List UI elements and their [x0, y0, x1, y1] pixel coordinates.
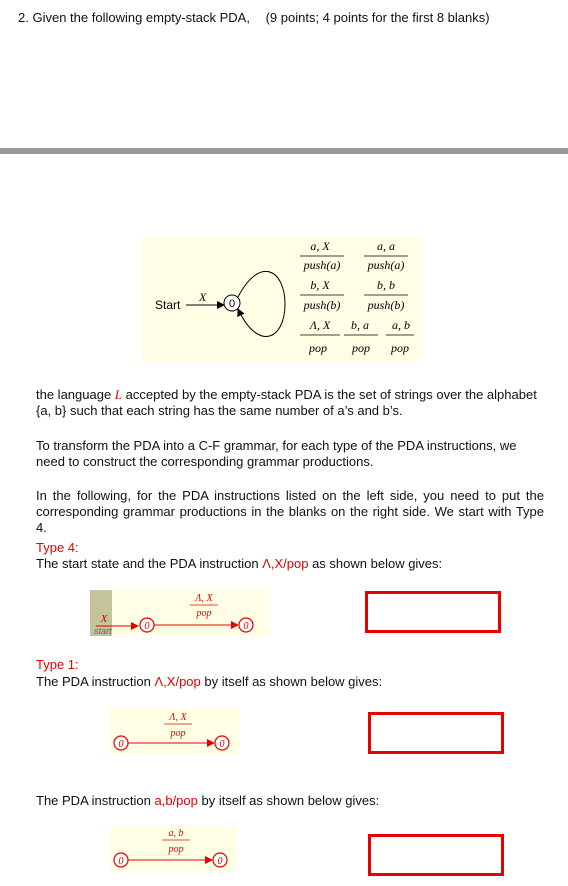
instr-1-input: a, X [310, 239, 330, 253]
type4-heading: Type 4: [36, 540, 79, 555]
instr-2-input: a, a [377, 239, 395, 253]
type4-text: The start state and the PDA instruction Λ,X/pop as shown below gives: [36, 556, 443, 571]
type1b-edge-action: pop [168, 844, 184, 855]
instr-6-action: pop [352, 341, 370, 355]
type1b-text: The PDA instruction a,b/pop by itself as shown below gives: [36, 793, 380, 808]
question-points: (9 points; 4 points for the first 8 blanks) [265, 10, 490, 25]
language-paragraph: the language L accepted by the empty-stack PDA is the set of strings over the alphabet {a, b} such that each string has the same number of a’s and b’s. [36, 387, 537, 418]
type4-edge-input: Λ, X [195, 593, 213, 604]
instr-6-input: b, a [351, 318, 369, 332]
type1-instr: Λ,X/pop [154, 674, 201, 689]
start-arrow-label: X [199, 290, 207, 304]
type1b-state-a-label: 0 [118, 856, 124, 867]
instr-2-action: push(a) [367, 258, 405, 272]
instructions-paragraph: In the following, for the PDA instructions listed on the left side, you need to put the corresponding grammar productions in the blanks on the right side. We start with Type 4. [36, 488, 544, 535]
type4-state-b-label: 0 [243, 621, 249, 632]
type1b-instr: a,b/pop [154, 793, 198, 808]
type4-start-word: start [94, 626, 112, 636]
type1-edge-action: pop [170, 728, 186, 739]
instr-5-action: pop [309, 341, 327, 355]
instr-4-action: push(b) [367, 298, 405, 312]
type4-answer-blank[interactable] [365, 591, 501, 633]
type4-instr: Λ,X/pop [262, 556, 309, 571]
start-label: Start [155, 298, 181, 312]
type4-start-label: X [100, 613, 108, 625]
type1-state-b-label: 0 [219, 739, 225, 750]
instr-1-action: push(a) [303, 258, 341, 272]
state-0-main-label: 0 [228, 298, 236, 310]
instr-3-input: b, X [310, 278, 330, 292]
instr-3-action: push(b) [303, 298, 341, 312]
type1-heading: Type 1: [36, 657, 79, 672]
type4-state-a-label: 0 [144, 621, 150, 632]
instr-5-input: Λ, X [309, 318, 331, 332]
type1-answer-blank[interactable] [368, 712, 504, 754]
type1b-answer-blank[interactable] [368, 834, 504, 876]
transform-paragraph: To transform the PDA into a C-F grammar, for each type of the PDA instructions, we need to construct the corresponding grammar productions. [36, 438, 517, 469]
question-text: Given the following empty-stack PDA, [32, 10, 250, 25]
question-number: 2. [18, 10, 29, 25]
type1b-edge-input: a, b [168, 828, 184, 839]
type4-edge-action: pop [196, 608, 212, 619]
type1-text: The PDA instruction Λ,X/pop by itself as shown below gives: [36, 674, 383, 689]
instr-4-input: b, b [377, 278, 395, 292]
type1-edge-input: Λ, X [169, 712, 187, 723]
type1-state-a-label: 0 [118, 739, 124, 750]
language-symbol: L [114, 387, 123, 402]
instr-7-input: a, b [392, 318, 410, 332]
instr-7-action: pop [391, 341, 409, 355]
type1b-state-b-label: 0 [217, 856, 223, 867]
self-loop [238, 271, 285, 336]
